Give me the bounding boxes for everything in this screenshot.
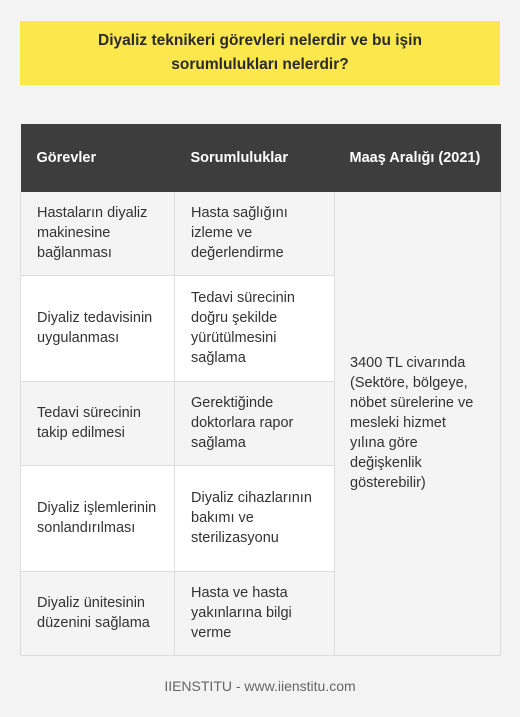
responsibility-cell: Diyaliz cihazlarının bakımı ve sterilizasyonu [175,465,335,571]
footer-credit: IIENSTITU - www.iienstitu.com [164,678,356,694]
responsibility-cell: Hasta sağlığını izleme ve değerlendirme [175,192,335,275]
task-cell: Diyaliz işlemlerinin sonlandırılması [21,465,175,571]
task-cell: Tedavi sürecinin takip edilmesi [21,381,175,465]
table-header-row [21,124,501,192]
responsibility-cell: Gerektiğinde doktorlara rapor sağlama [175,381,335,465]
salary-cell: 3400 TL civarında (Sektöre, bölgeye, nöbet sürelerine ve mesleki hizmet yılına göre değişkenlik gösterebilir) [335,192,501,655]
header-tasks: Görevler [21,124,175,192]
responsibility-cell: Tedavi sürecinin doğru şekilde yürütülmesini sağlama [175,275,335,381]
task-cell: Diyaliz ünitesinin düzenini sağlama [21,571,175,655]
task-cell: Diyaliz tedavisinin uygulanması [21,275,175,381]
title-banner [20,21,500,85]
task-cell: Hastaların diyaliz makinesine bağlanması [21,192,175,275]
duties-table [20,124,501,656]
header-responsibilities: Sorumluluklar [175,124,335,192]
page-title: Diyaliz teknikeri görevleri nelerdir ve bu işin sorumlulukları nelerdir? [98,32,422,73]
header-salary: Maaş Aralığı (2021) [335,124,501,192]
responsibility-cell: Hasta ve hasta yakınlarına bilgi verme [175,571,335,655]
table-row [21,192,501,275]
